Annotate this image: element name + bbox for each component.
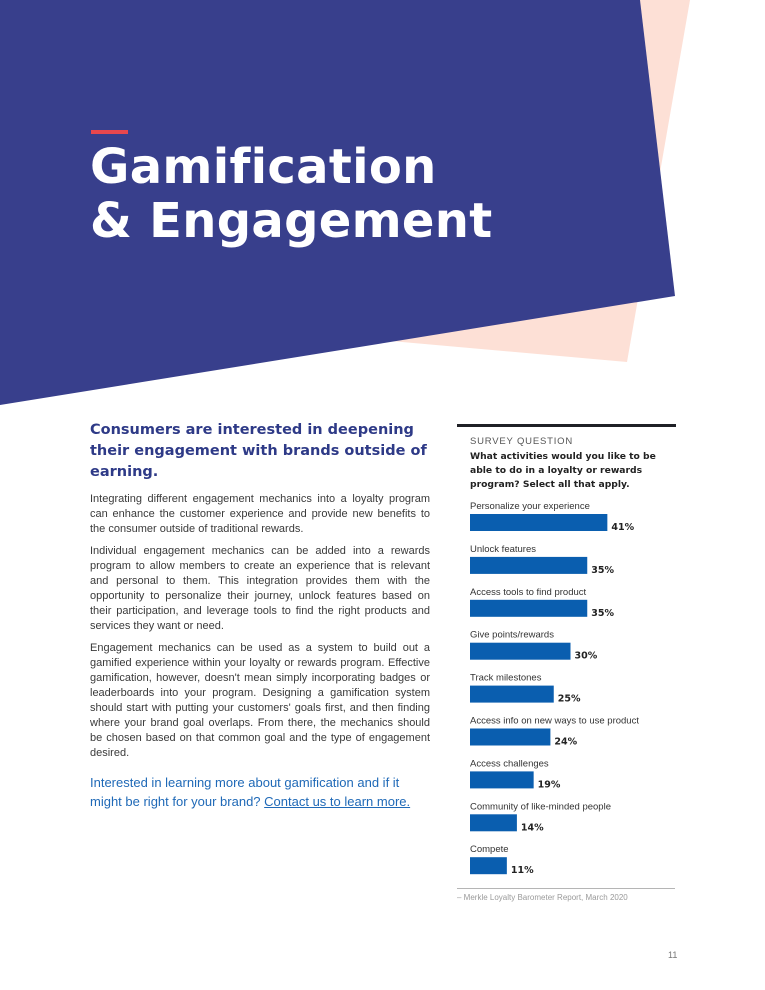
category-label: Access tools to find product bbox=[470, 586, 587, 598]
bar bbox=[470, 729, 550, 746]
category-label: Access challenges bbox=[470, 758, 549, 770]
value-label: 14% bbox=[520, 822, 544, 834]
bar bbox=[470, 814, 517, 831]
lead-heading: Consumers are interested in deepening their engagement with brands outside of earning. bbox=[90, 422, 427, 480]
category-label: Access info on new ways to use product bbox=[470, 715, 639, 727]
bar bbox=[470, 514, 607, 531]
category-label: Compete bbox=[470, 844, 509, 856]
value-label: 30% bbox=[574, 650, 598, 662]
title-accent-bar bbox=[91, 130, 128, 134]
value-label: 19% bbox=[537, 779, 561, 791]
bar bbox=[470, 600, 587, 617]
title-line-1: Gamification bbox=[90, 139, 437, 195]
category-label: Community of like-minded people bbox=[470, 801, 611, 813]
value-label: 24% bbox=[554, 736, 578, 748]
contact-link[interactable]: Contact us to learn more. bbox=[264, 794, 411, 809]
title-line-2: & Engagement bbox=[90, 193, 493, 249]
survey-question: What activities would you like to be able to do in a loyalty or rewards program? Select all that apply. bbox=[470, 451, 656, 490]
bar-chart bbox=[457, 495, 687, 880]
category-label: Unlock features bbox=[470, 543, 537, 555]
page-number: 11 bbox=[668, 950, 678, 960]
cta-text: Interested in learning more about gamification and if it might be right for your brand? bbox=[90, 775, 400, 809]
article-body bbox=[90, 420, 430, 811]
bar bbox=[470, 686, 554, 703]
chart-bottom-rule bbox=[457, 888, 675, 889]
paragraph-3: Engagement mechanics can be used as a system to build out a gamified experience within your loyalty or rewards program. Effective gamification, however, doesn't mean simply incorporating badges or leaderboards into your program. Designing a gamification system should start with putting your customers' goals first, and then finding where your brand goal overlaps. From there, the mechanics should be chosen based on that common goal and the type of engagement desired. bbox=[90, 642, 430, 759]
bar bbox=[470, 643, 571, 660]
value-label: 41% bbox=[611, 522, 635, 533]
bar bbox=[470, 771, 534, 788]
page-title bbox=[90, 140, 492, 248]
paragraph-1: Integrating different engagement mechanics into a loyalty program can enhance the customer experience and provide new benefits to the consumer outside of traditional rewards. bbox=[90, 493, 430, 535]
value-label: 11% bbox=[510, 865, 534, 877]
source-citation: – Merkle Loyalty Barometer Report, March 2020 bbox=[457, 893, 628, 902]
chart-top-rule bbox=[457, 424, 676, 427]
category-label: Personalize your experience bbox=[470, 501, 590, 512]
bar bbox=[470, 557, 587, 574]
category-label: Track milestones bbox=[470, 672, 542, 684]
paragraph-2: Individual engagement mechanics can be added into a rewards program to allow members to create an experience that is relevant and personal to them. This integration provides them with the opportunity to personalize their journey, unlock features based on their participation, and leverage tools to find the right products and services they want or need. bbox=[90, 545, 430, 632]
bar bbox=[470, 857, 507, 874]
survey-kicker: SURVEY QUESTION bbox=[470, 436, 573, 447]
value-label: 25% bbox=[557, 693, 581, 705]
category-label: Give points/rewards bbox=[470, 629, 554, 641]
value-label: 35% bbox=[591, 564, 614, 576]
value-label: 35% bbox=[591, 607, 614, 619]
call-to-action bbox=[90, 773, 430, 811]
